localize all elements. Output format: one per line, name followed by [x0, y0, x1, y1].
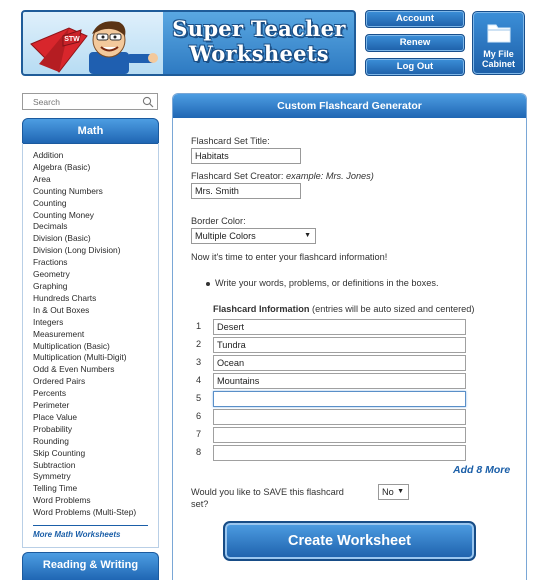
file-cabinet-label-line-1: My File — [483, 49, 514, 59]
sidebar-item[interactable]: Percents — [33, 388, 67, 399]
sidebar-item[interactable]: Division (Basic) — [33, 233, 91, 244]
sidebar-item[interactable]: Word Problems (Multi-Step) — [33, 507, 137, 518]
save-select-value: No — [382, 487, 394, 497]
creator-label-row — [191, 171, 374, 181]
superhero-mascot-icon — [29, 14, 159, 74]
sidebar-item[interactable]: Perimeter — [33, 400, 70, 411]
site-logo[interactable] — [21, 10, 356, 76]
file-cabinet-label-line-2: Cabinet — [481, 59, 515, 69]
border-color-select[interactable] — [191, 228, 316, 244]
sidebar-item[interactable]: Graphing — [33, 280, 68, 291]
sidebar-math-list — [22, 143, 159, 548]
entry-number: 2 — [196, 339, 202, 349]
search-icon[interactable] — [142, 96, 154, 108]
sidebar-item[interactable]: Subtraction — [33, 459, 76, 470]
bullet-dot-icon — [206, 282, 210, 286]
flashcard-entry-input[interactable]: Tundra — [213, 337, 466, 353]
flashcard-info-title: Flashcard Information — [213, 304, 310, 314]
save-question-line-1: Would you like to SAVE this flashcard — [191, 487, 344, 497]
entry-number: 3 — [196, 357, 202, 367]
sidebar-item[interactable]: Multiplication (Basic) — [33, 340, 110, 351]
sidebar-item[interactable]: Ordered Pairs — [33, 376, 86, 387]
sidebar-item[interactable]: Addition — [33, 150, 64, 160]
set-title-label: Flashcard Set Title: — [191, 136, 270, 146]
entry-number: 6 — [196, 411, 202, 421]
sidebar-item[interactable]: Rounding — [33, 435, 69, 446]
creator-input[interactable]: Mrs. Smith — [191, 183, 301, 199]
sidebar-items — [23, 143, 158, 519]
sidebar-item[interactable]: Fractions — [33, 257, 68, 268]
entry-number: 7 — [196, 429, 202, 439]
border-color-label: Border Color: — [191, 216, 246, 226]
flashcard-info-note: (entries will be auto sized and centered) — [312, 304, 475, 314]
sidebar-item[interactable]: Odd & Even Numbers — [33, 364, 115, 375]
flashcard-entry-input[interactable] — [213, 391, 466, 407]
sidebar-item[interactable]: In & Out Boxes — [33, 304, 90, 315]
entry-number: 8 — [196, 447, 202, 457]
entry-number: 4 — [196, 375, 202, 385]
flashcard-entry-input[interactable]: Desert — [213, 319, 466, 335]
flashcard-entry-input[interactable]: Mountains — [213, 373, 466, 389]
sidebar-item[interactable]: Counting Numbers — [33, 185, 103, 196]
sidebar-item[interactable]: Hundreds Charts — [33, 292, 97, 303]
more-math-worksheets-link[interactable]: More Math Worksheets — [33, 530, 121, 539]
save-select[interactable] — [378, 484, 409, 500]
flashcard-entry-input[interactable]: Ocean — [213, 355, 466, 371]
instruction-text: Write your words, problems, or definitions in the boxes. — [215, 278, 439, 288]
entry-number: 5 — [196, 393, 202, 403]
sidebar-item[interactable]: Symmetry — [33, 471, 71, 482]
create-worksheet-button[interactable]: Create Worksheet — [223, 521, 476, 561]
sidebar-item[interactable]: Multiplication (Multi-Digit) — [33, 352, 127, 363]
renew-button[interactable]: Renew — [365, 34, 465, 52]
sidebar-item[interactable]: Integers — [33, 316, 64, 327]
file-cabinet-label — [473, 49, 524, 69]
sidebar-item[interactable]: Algebra (Basic) — [33, 161, 91, 172]
save-question-line-2: set? — [191, 499, 209, 509]
sidebar-item[interactable]: Area — [33, 173, 51, 184]
creator-example: example: Mrs. Jones) — [286, 171, 374, 181]
more-link-divider — [33, 525, 148, 526]
creator-label: Flashcard Set Creator: — [191, 171, 284, 181]
sidebar-section-math[interactable]: Math — [22, 118, 159, 144]
log-out-button[interactable]: Log Out — [365, 58, 465, 76]
search-box — [22, 93, 158, 110]
flashcard-entry-input[interactable] — [213, 445, 466, 461]
sidebar-item[interactable]: Geometry — [33, 269, 70, 280]
folder-icon — [487, 21, 511, 43]
sidebar-item[interactable]: Place Value — [33, 411, 78, 422]
hero-badge-text: STW — [64, 36, 80, 43]
chevron-down-icon: ▼ — [397, 488, 404, 495]
sidebar-item[interactable]: Telling Time — [33, 483, 78, 494]
sidebar-item[interactable]: Division (Long Division) — [33, 245, 121, 256]
flashcard-entry-input[interactable] — [213, 409, 466, 425]
sidebar-item[interactable]: Counting Money — [33, 209, 94, 220]
chevron-down-icon: ▼ — [304, 232, 311, 239]
save-question — [191, 486, 344, 510]
set-title-input[interactable]: Habitats — [191, 148, 301, 164]
sidebar-item[interactable]: Counting — [33, 197, 67, 208]
account-button[interactable]: Account — [365, 10, 465, 28]
search-input[interactable] — [23, 94, 133, 109]
sidebar-section-reading-writing[interactable]: Reading & Writing — [22, 552, 159, 580]
sidebar-item[interactable]: Skip Counting — [33, 447, 86, 458]
sidebar-item[interactable]: Word Problems — [33, 495, 91, 506]
sidebar-item[interactable]: Decimals — [33, 221, 68, 232]
sidebar-item[interactable]: Probability — [33, 423, 73, 434]
flashcard-info-heading — [213, 304, 474, 314]
logo-line-1: Super Teacher — [172, 16, 346, 41]
panel-title: Custom Flashcard Generator — [173, 94, 526, 118]
add-8-more-link[interactable]: Add 8 More — [453, 464, 511, 476]
flashcard-entry-input[interactable] — [213, 427, 466, 443]
logo-line-2: Worksheets — [189, 41, 329, 66]
sidebar-item[interactable]: Measurement — [33, 328, 85, 339]
entry-number: 1 — [196, 321, 202, 331]
intro-text: Now it's time to enter your flashcard information! — [191, 252, 388, 262]
logo-text — [165, 16, 353, 66]
my-file-cabinet-button[interactable] — [472, 11, 525, 75]
border-color-value: Multiple Colors — [195, 231, 256, 241]
